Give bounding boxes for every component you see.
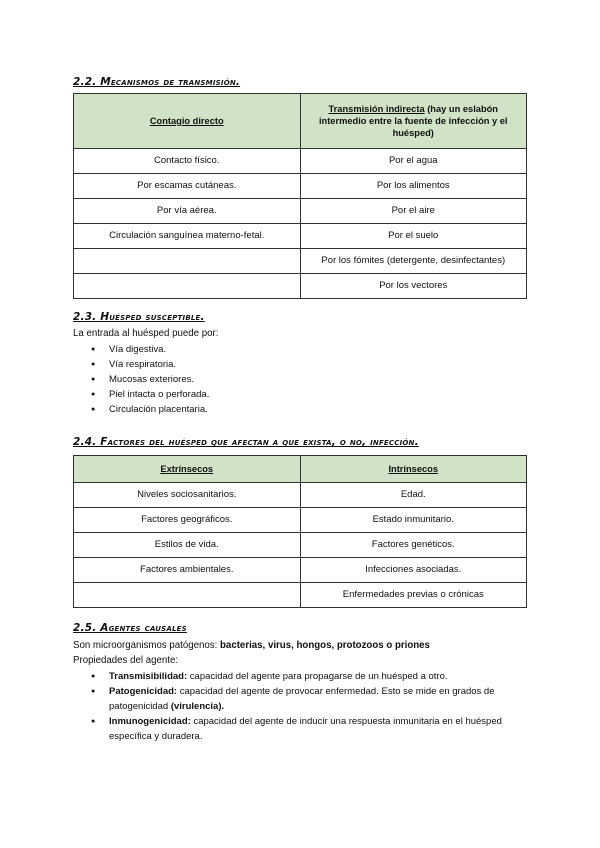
list-item <box>109 684 533 714</box>
table-cell: Estado inmunitario. <box>300 508 527 533</box>
section-2-5-intro: Son microorganismos patógenos: bacterias, virus, hongos, protozoos o priones <box>73 640 430 651</box>
agent-properties-heading: Propiedades del agente: <box>73 655 179 666</box>
transmission-rows <box>74 149 527 299</box>
table-row <box>74 224 527 249</box>
transmission-table <box>73 93 527 299</box>
property-extra: (virulencia). <box>170 701 225 712</box>
table-cell: Factores geográficos. <box>74 508 301 533</box>
table-cell: Por los fómites (detergente, desinfectantes) <box>300 249 527 274</box>
list-item: ● Vía respiratoria. <box>109 357 209 372</box>
table-row <box>74 558 527 583</box>
section-2-5-title: 2.5. Agentes causales <box>73 622 187 634</box>
table-cell <box>74 249 301 274</box>
header-extrinsecos: Extrínsecos <box>74 456 301 483</box>
table-cell <box>74 274 301 299</box>
table-cell: Enfermedades previas o crónicas <box>300 583 527 608</box>
table-cell: Por el aire <box>300 199 527 224</box>
property-description: capacidad del agente para propagarse de un huésped a otro. <box>187 671 448 682</box>
host-factors-rows <box>74 483 527 608</box>
table-cell: Niveles sociosanitarios. <box>74 483 301 508</box>
host-factors-table <box>73 455 527 608</box>
table-row <box>74 249 527 274</box>
pathogen-types: bacterias, virus, hongos, protozoos o priones <box>220 640 430 651</box>
table-cell: Estilos de vida. <box>74 533 301 558</box>
header-contagio-directo: Contagio directo <box>74 94 301 149</box>
list-item: ● Circulación placentaria. <box>109 402 209 417</box>
table-row <box>74 174 527 199</box>
table-row <box>74 199 527 224</box>
list-item <box>109 669 533 684</box>
table-cell: Circulación sanguínea materno-fetal. <box>74 224 301 249</box>
agent-properties-list <box>73 669 533 744</box>
table-row <box>74 533 527 558</box>
property-description: capacidad del agente de inducir una respuesta inmunitaria en el huésped específica y duradera. <box>109 716 502 742</box>
table-cell: Por los vectores <box>300 274 527 299</box>
property-term: Transmisibilidad: <box>109 671 188 682</box>
section-2-3-intro: La entrada al huésped puede por: <box>73 328 219 339</box>
table-row <box>74 583 527 608</box>
list-item: ● Mucosas exteriores. <box>109 372 209 387</box>
table-row <box>74 508 527 533</box>
table-row <box>74 483 527 508</box>
section-2-3-title: 2.3. Huésped susceptible. <box>73 311 205 323</box>
table-row <box>74 149 527 174</box>
header-transmision-indirecta: Transmisión indirecta (hay un eslabón intermedio entre la fuente de infección y el huésped) <box>300 94 527 149</box>
table-cell: Infecciones asociadas. <box>300 558 527 583</box>
table-cell: Por el suelo <box>300 224 527 249</box>
section-2-4-title: 2.4. Factores del huésped que afectan a que exista, o no, infección. <box>73 436 419 448</box>
entry-routes-list <box>73 342 209 417</box>
list-item: ● Vía digestiva. <box>109 342 209 357</box>
table-cell: Factores genéticos. <box>300 533 527 558</box>
table-cell: Por el agua <box>300 149 527 174</box>
table-cell: Por escamas cutáneas. <box>74 174 301 199</box>
table-cell: Por los alimentos <box>300 174 527 199</box>
section-2-2-title: 2.2. Mecanismos de transmisión. <box>73 76 241 88</box>
property-term: Inmunogenicidad: <box>109 716 191 727</box>
table-cell: Factores ambientales. <box>74 558 301 583</box>
list-item: ● Piel intacta o perforada. <box>109 387 209 402</box>
list-item <box>109 714 533 744</box>
property-term: Patogenicidad: <box>109 686 178 697</box>
table-cell: Edad. <box>300 483 527 508</box>
table-cell: Contacto físico. <box>74 149 301 174</box>
table-cell <box>74 583 301 608</box>
table-cell: Por vía aérea. <box>74 199 301 224</box>
header-intrinsecos: Intrínsecos <box>300 456 527 483</box>
property-description: capacidad del agente de provocar enfermedad. Esto se mide en grados de patogenicidad <box>109 686 495 712</box>
table-row <box>74 274 527 299</box>
